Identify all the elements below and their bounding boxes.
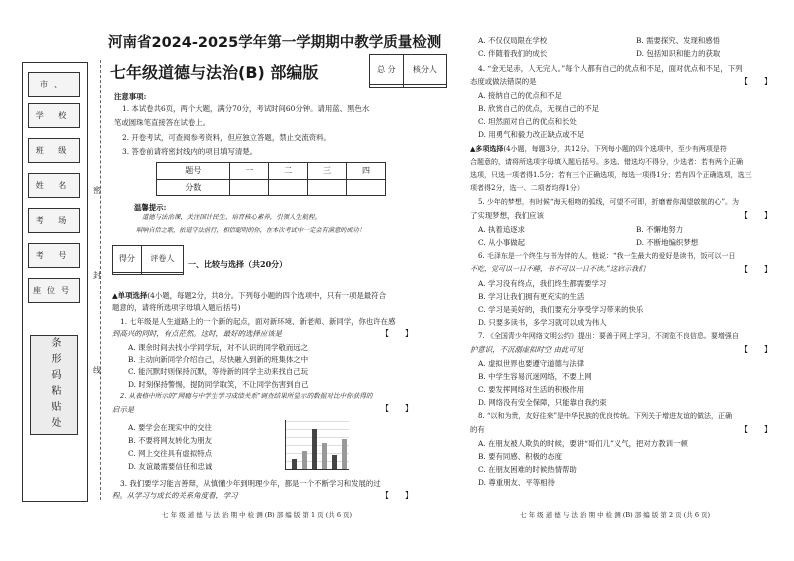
q4-stem: 4. “金无足赤，人无完人。”每个人都有自己的优点和不足，面对优点和不足，下列 xyxy=(478,64,743,73)
field-class: 班 级 xyxy=(28,138,80,163)
note-line: 3. 答卷前请将密封线内的项目填写清楚。 xyxy=(122,147,258,156)
grader-score-cell[interactable] xyxy=(113,272,142,274)
seal-char: 密 xyxy=(93,186,101,195)
q8-option[interactable]: B. 要有同感、积极的态度 xyxy=(478,452,563,461)
q4-answer-bracket[interactable]: 【 】 xyxy=(740,77,772,86)
exam-subtitle: 七年级道德与法治(B) 部编版 xyxy=(110,63,319,82)
grader-label: 评卷人 xyxy=(141,246,183,273)
q2-option[interactable]: C. 网上交往具有虚拟特点 xyxy=(128,449,212,458)
q4-option[interactable]: D. 用勇气和毅力改正缺点或不足 xyxy=(478,130,585,139)
score-header: 二 xyxy=(269,163,308,180)
single-desc: 题意的，请将所选项字母填入题后括号) xyxy=(112,303,241,312)
q4-stem: 态度或做法错误的是 xyxy=(470,77,537,86)
multi-desc: 选项，只选一项者得1.5分；若有三个正确选项，每选一项得1分；若有四个正确选项，选三 xyxy=(470,171,752,179)
checker-cell[interactable] xyxy=(403,85,446,88)
chart-bar xyxy=(322,443,327,469)
q2-stem: 2. 从表格中所示的“网瘾与中学生学习成绩关系”调查结果所显示的数据对比中你获得的 xyxy=(120,392,373,400)
q8-stem: 8. “以和为贵，友好往来”是中华民族的优良传统。下列关于增进友谊的做法，正确 xyxy=(478,412,733,420)
q5-option[interactable]: C. 从小事做起 xyxy=(478,238,526,247)
note-line: 笔或圆珠笔直接答在试卷上。 xyxy=(114,118,211,127)
encourage-line: 道德与法治课，关注国计民生，培育核心素养，引领人生航程。 xyxy=(142,213,321,221)
note-line: 2. 开卷考试，可查阅参考资料，但应独立答题，禁止交流资料。 xyxy=(122,133,331,142)
q2-option[interactable]: A. 要学会在现实中的交往 xyxy=(128,423,212,432)
chart-bar xyxy=(292,459,297,469)
q7-stem: 7. 《全国青少年网络文明公约》提出：要善于网上学习，不浏览不良信息。要增强自 xyxy=(478,332,739,340)
single-desc: ▲单项选择(4小题，每题2分，共8分。下列每小题的四个选项中，只有一项是最符合 xyxy=(112,291,386,300)
q5-stem: 了实现梦想，我们应该 xyxy=(470,211,544,220)
chart-bar xyxy=(342,439,347,469)
multi-desc: ▲多项选择(4小题，每题3分，共12分。下列每小题的四个选项中，至少有两项是符 xyxy=(470,144,727,153)
q1-option[interactable]: B. 主动向新同学介绍自己，尽快融入到新的班集体之中 xyxy=(128,355,309,364)
q6-option[interactable]: A. 学习没有终点，我们终生都需要学习 xyxy=(478,279,607,288)
field-region: 市、 xyxy=(28,72,80,97)
q4-option[interactable]: C. 坦然面对自己的优点和长处 xyxy=(478,117,577,126)
field-room: 考 场 xyxy=(28,208,80,233)
total-score-cell[interactable] xyxy=(370,85,404,88)
chart-bar xyxy=(302,451,307,469)
q7-stem: 护意识，不沉溺虚拟时空 由此可见 xyxy=(470,345,584,354)
score-cell[interactable] xyxy=(230,179,269,196)
total-score-label: 总 分 xyxy=(370,55,404,85)
score-header: 三 xyxy=(308,163,347,180)
multi-desc: 项者得2分，选一、二项者均得1分） xyxy=(470,184,584,192)
q2-option[interactable]: B. 不要将网友转化为朋友 xyxy=(128,436,213,445)
encourage-line: 唱响自信之歌，依道守法前行，相信聪明的你，在本次考试中一定会有满意的成功！ xyxy=(136,227,365,234)
q8-stem: 的有 xyxy=(470,425,485,434)
q4-option[interactable]: B. 欣赏自己的优点，无视自己的不足 xyxy=(478,104,599,113)
q8-option[interactable]: D. 尊重朋友、平等相待 xyxy=(478,478,555,487)
q8-option[interactable]: C. 在朋友困难的时候热情帮助 xyxy=(478,465,577,474)
grader-score-label: 得分 xyxy=(113,246,142,273)
q2-stem: 启示是 xyxy=(112,405,135,414)
q3-option[interactable]: D. 包括知识和能力的获取 xyxy=(636,49,721,58)
q5-stem: 5. 少年的梦想，有时候“海天相吻的弧线，可望不可即，折磨着你渴望啟航的心”。为 xyxy=(478,198,740,206)
q5-option[interactable]: B. 不懈地努力 xyxy=(636,225,684,234)
q3-option[interactable]: B. 需要探究、发现和感悟 xyxy=(636,36,721,45)
score-table xyxy=(156,162,386,196)
q6-option[interactable]: C. 学习是美好的，我们要充分享受学习带来的快乐 xyxy=(478,305,644,314)
q7-option[interactable]: C. 要发挥网络对生活的积极作用 xyxy=(478,385,585,394)
q1-stem: 到高兴的同时，有点茫然。这时，最好的选择应该是 xyxy=(112,329,282,338)
survey-chart xyxy=(285,420,349,470)
page-footer-right: 七 年 级 道 德 与 法 治 期 中 检 测 (B) 部 编 版 第 2 页 (共 6 页) xyxy=(520,511,711,519)
page-footer-left: 七 年 级 道 德 与 法 治 期 中 检 测 (B) 部 编 版 第 1 页 (共 6 页) xyxy=(162,511,353,519)
q1-option[interactable]: C. 能沉默时则保持沉默，等待新的同学主动来找自己玩 xyxy=(128,367,309,376)
field-number: 考 号 xyxy=(28,243,80,268)
q1-option[interactable]: D. 时刻保持警惕，提防同学取笑，不让同学伤害到自己 xyxy=(128,380,309,389)
q5-option[interactable]: D. 不断地编织梦想 xyxy=(636,238,699,247)
multi-desc: 合题意的，请将所选项字母填入题后括号。多选、错选均不得分，少选者：若有两个正确 xyxy=(470,158,743,166)
barcode-area: 条形码粘贴处 xyxy=(30,335,78,435)
field-seat: 座位号 xyxy=(28,278,80,303)
notes-title: 注意事项: xyxy=(114,92,147,101)
note-line: 1. 本试卷共6页，两个大题，满分70分，考试时间60分钟。请用蓝、黑色水 xyxy=(122,104,370,113)
score-cell[interactable] xyxy=(308,179,347,196)
q1-stem: 1. 七年级是人生道路上的一个新的起点，面对新环境、新老师、新同学，你也许在感 xyxy=(120,317,396,326)
chart-bar xyxy=(312,429,317,469)
q1-answer-bracket[interactable]: 【 】 xyxy=(381,329,413,338)
q3-stem: 3. 我们要学习能言善辩，从慎懂少年到明理少年，都是一个不断学习和发展的过 xyxy=(120,479,381,488)
grader-cell[interactable] xyxy=(141,272,183,274)
q6-stem: 6. 毛泽东是一个终生与书为伴的人，他说：“我一生最大的爱好是读书，饭可以一日 xyxy=(478,252,736,260)
total-score-table xyxy=(369,54,447,88)
seal-char: 线 xyxy=(93,366,101,375)
q8-option[interactable]: A. 在朋友被人欺负的时候，要讲“哥们儿”义气，把对方教训一顿 xyxy=(478,439,688,448)
q6-stem: 不吃，觉可以一日不睡，书不可以一日不读。”这启示我们 xyxy=(470,265,646,273)
q5-answer-bracket[interactable]: 【 】 xyxy=(740,211,772,220)
score-header: 四 xyxy=(347,163,386,180)
q3-option[interactable]: A. 不仅仅局限在学校 xyxy=(478,36,548,45)
checker-label: 核分人 xyxy=(403,55,446,85)
field-school: 学 校 xyxy=(28,103,80,128)
q2-option[interactable]: D. 友谊最需要信任和忠诚 xyxy=(128,462,213,471)
chart-bar xyxy=(332,455,337,469)
q6-answer-bracket[interactable]: 【 】 xyxy=(740,265,772,274)
score-cell[interactable] xyxy=(269,179,308,196)
q6-option[interactable]: D. 只要多读书，多学习就可以成为伟人 xyxy=(478,318,607,327)
seal-char: 封 xyxy=(93,271,101,280)
encourage-title: 温馨提示: xyxy=(134,203,167,212)
q7-option[interactable]: A. 虚拟世界也要遵守道德与法律 xyxy=(478,359,585,368)
field-name: 姓 名 xyxy=(28,173,80,198)
q3-answer-bracket[interactable]: 【 】 xyxy=(381,491,413,500)
q2-answer-bracket[interactable]: 【 】 xyxy=(381,404,413,413)
q7-option[interactable]: D. 网络没有安全保障，只能靠自我约束 xyxy=(478,398,607,407)
q3-stem: 程。从学习与成长的关系角度看，学习 xyxy=(112,491,238,500)
grader-table xyxy=(112,245,184,275)
exam-title: 河南省2024-2025学年第一学期期中教学质量检测 xyxy=(108,35,442,51)
score-cell[interactable] xyxy=(347,179,386,196)
score-header: 题号 xyxy=(157,163,230,180)
q7-answer-bracket[interactable]: 【 】 xyxy=(740,345,772,354)
q7-option[interactable]: B. 中学生容易沉迷网络，不要上网 xyxy=(478,372,592,381)
q5-option[interactable]: A. 执着追逐求 xyxy=(478,225,525,234)
section-heading: 一、比较与选择（共20分） xyxy=(188,259,288,269)
score-header: 一 xyxy=(230,163,269,180)
q1-option[interactable]: A. 课余时间去找小学同学玩，对不认识的同学敬而远之 xyxy=(128,343,309,352)
score-label: 分数 xyxy=(157,179,230,196)
q8-answer-bracket[interactable]: 【 】 xyxy=(740,425,772,434)
q4-option[interactable]: A. 接纳自己的优点和不足 xyxy=(478,91,562,100)
q6-option[interactable]: B. 学习让我们拥有更充实的生活 xyxy=(478,292,585,301)
q3-option[interactable]: C. 伴随着我们的成长 xyxy=(478,49,548,58)
